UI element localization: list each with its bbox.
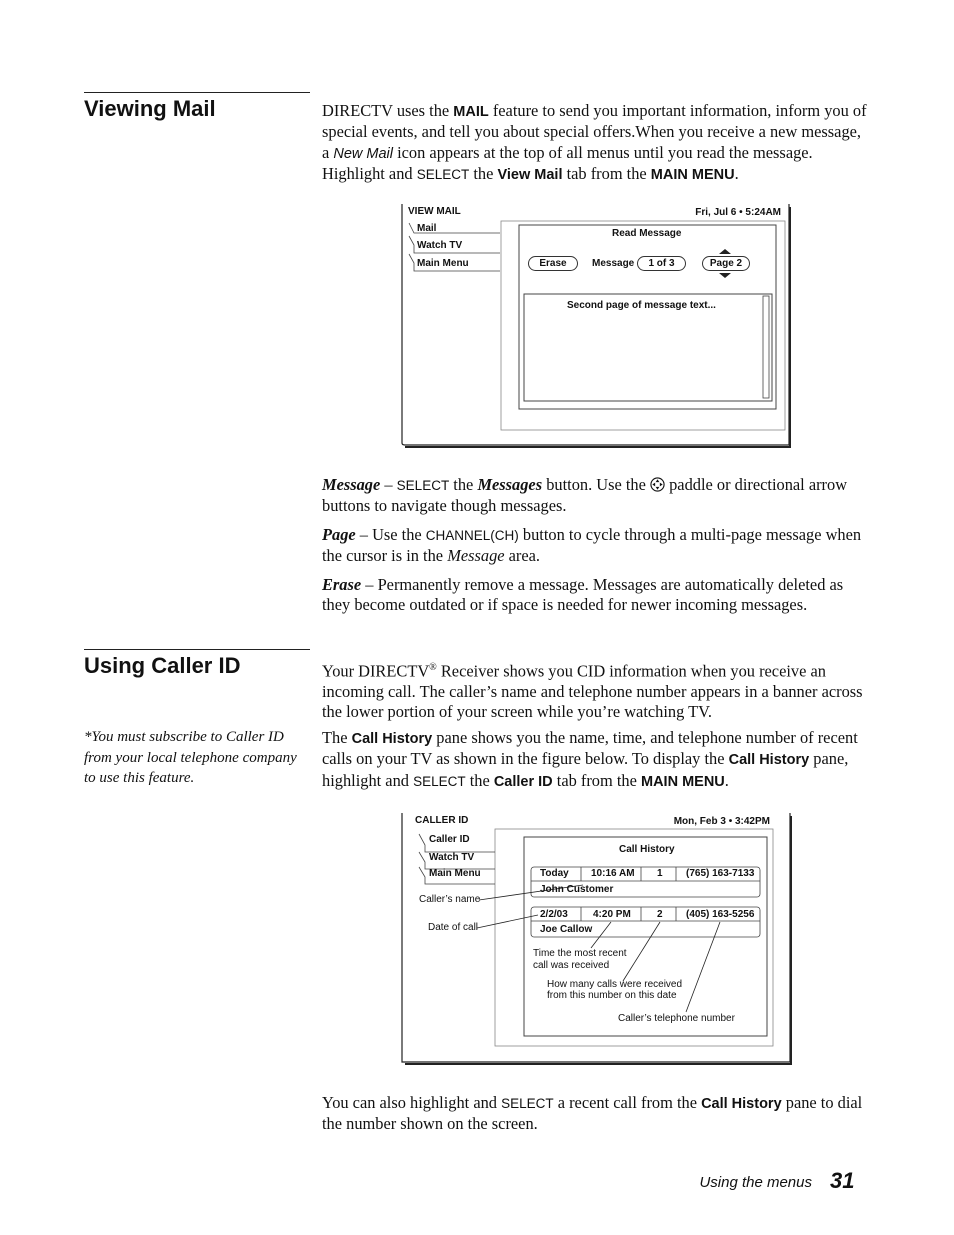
message-description: Message – SELECT the Messages button. Use the paddle or directional arrow buttons to navigate though messages. — [322, 475, 848, 516]
viewing-mail-intro: DIRECTV uses the MAIL feature to send you important information, inform you of special events, and tell you about special offers.When you receive a new message, a New Mail icon appears at the top of all menus until you read the message. Highlight and SELECT the View Mail tab from the MAIN MENU. — [322, 101, 867, 184]
caller-id-subscription-note: *You must subscribe to Caller ID from your local telephone company to use this feature. — [84, 729, 297, 786]
call-time: 4:20 PM — [593, 909, 631, 920]
call-time: 10:16 AM — [591, 868, 635, 879]
page-description: Page – Use the CHANNEL(CH) button to cycle through a multi-page message when the cursor is in the Message area. — [322, 525, 862, 566]
section-title-using-caller-id: Using Caller ID — [84, 653, 241, 678]
tab-watch-tv[interactable]: Watch TV — [417, 240, 463, 251]
call-phone: (765) 163-7133 — [686, 868, 755, 879]
erase-description: Erase – Permanently remove a message. Messages are automatically deleted as they become outdated or if space is needed for newer incoming messages. — [322, 575, 844, 615]
callout-count-line1: How many calls were received — [547, 979, 683, 990]
caller-name: John Customer — [540, 884, 614, 895]
select-recent-call-description: You can also highlight and SELECT a recent call from the Call History pane to dial the number shown on the screen. — [322, 1093, 863, 1134]
tab-main-menu[interactable]: Main Menu — [417, 258, 469, 269]
callout-callers-name: Caller’s name — [419, 894, 481, 905]
footer-section-label: Using the menus — [699, 1174, 812, 1191]
pane-title-call-history: Call History — [619, 844, 675, 855]
screen-header-title: VIEW MAIL — [408, 206, 461, 217]
tab-watch-tv[interactable]: Watch TV — [429, 852, 475, 863]
callout-count-line2: from this number on this date — [547, 990, 677, 1001]
page-button[interactable]: Page 2 — [702, 256, 750, 271]
call-date: Today — [540, 868, 569, 879]
callout-time-line2: call was received — [533, 960, 610, 971]
paddle-icon — [650, 477, 665, 492]
caller-id-intro: Your DIRECTV® Receiver shows you CID information when you receive an incoming call. The caller’s name and telephone number appears in a banner across the lower portion of your screen while you’re watching TV. — [322, 661, 863, 722]
message-label: Message — [592, 258, 635, 269]
screen-frame — [401, 812, 792, 1066]
message-body-text: Second page of message text... — [567, 300, 716, 311]
tab-mail[interactable]: Mail — [417, 223, 437, 234]
call-date: 2/2/03 — [540, 909, 568, 920]
caller-name: Joe Callow — [540, 924, 593, 935]
erase-button[interactable]: Erase — [528, 256, 578, 271]
call-count: 2 — [657, 909, 663, 920]
call-history-description: The Call History pane shows you the name, time, and telephone number of recent calls on your TV as shown in the figure below. To display the Call History pane, highlight and SELECT the Caller ID tab from the MAIN MENU. — [322, 728, 858, 790]
screen-header-datetime: Fri, Jul 6 • 5:24AM — [695, 207, 781, 218]
section-rule — [84, 649, 310, 650]
tab-caller-id[interactable]: Caller ID — [429, 834, 470, 845]
section-rule — [84, 92, 310, 93]
callout-phone: Caller’s telephone number — [618, 1013, 735, 1024]
section-title-viewing-mail: Viewing Mail — [84, 96, 216, 121]
callout-time-line1: Time the most recent — [533, 948, 627, 959]
call-phone: (405) 163-5256 — [686, 909, 755, 920]
message-counter[interactable]: 1 of 3 — [637, 256, 686, 271]
callout-date-of-call: Date of call — [428, 922, 479, 933]
call-count: 1 — [657, 868, 663, 879]
pane-title-read-message: Read Message — [612, 228, 682, 239]
page-number: 31 — [830, 1168, 855, 1193]
caller-id-screen — [401, 812, 792, 1066]
screen-header-datetime: Mon, Feb 3 • 3:42PM — [673, 816, 770, 827]
screen-header-title: CALLER ID — [415, 815, 469, 826]
view-mail-screen — [401, 203, 791, 448]
tab-main-menu[interactable]: Main Menu — [429, 868, 481, 879]
